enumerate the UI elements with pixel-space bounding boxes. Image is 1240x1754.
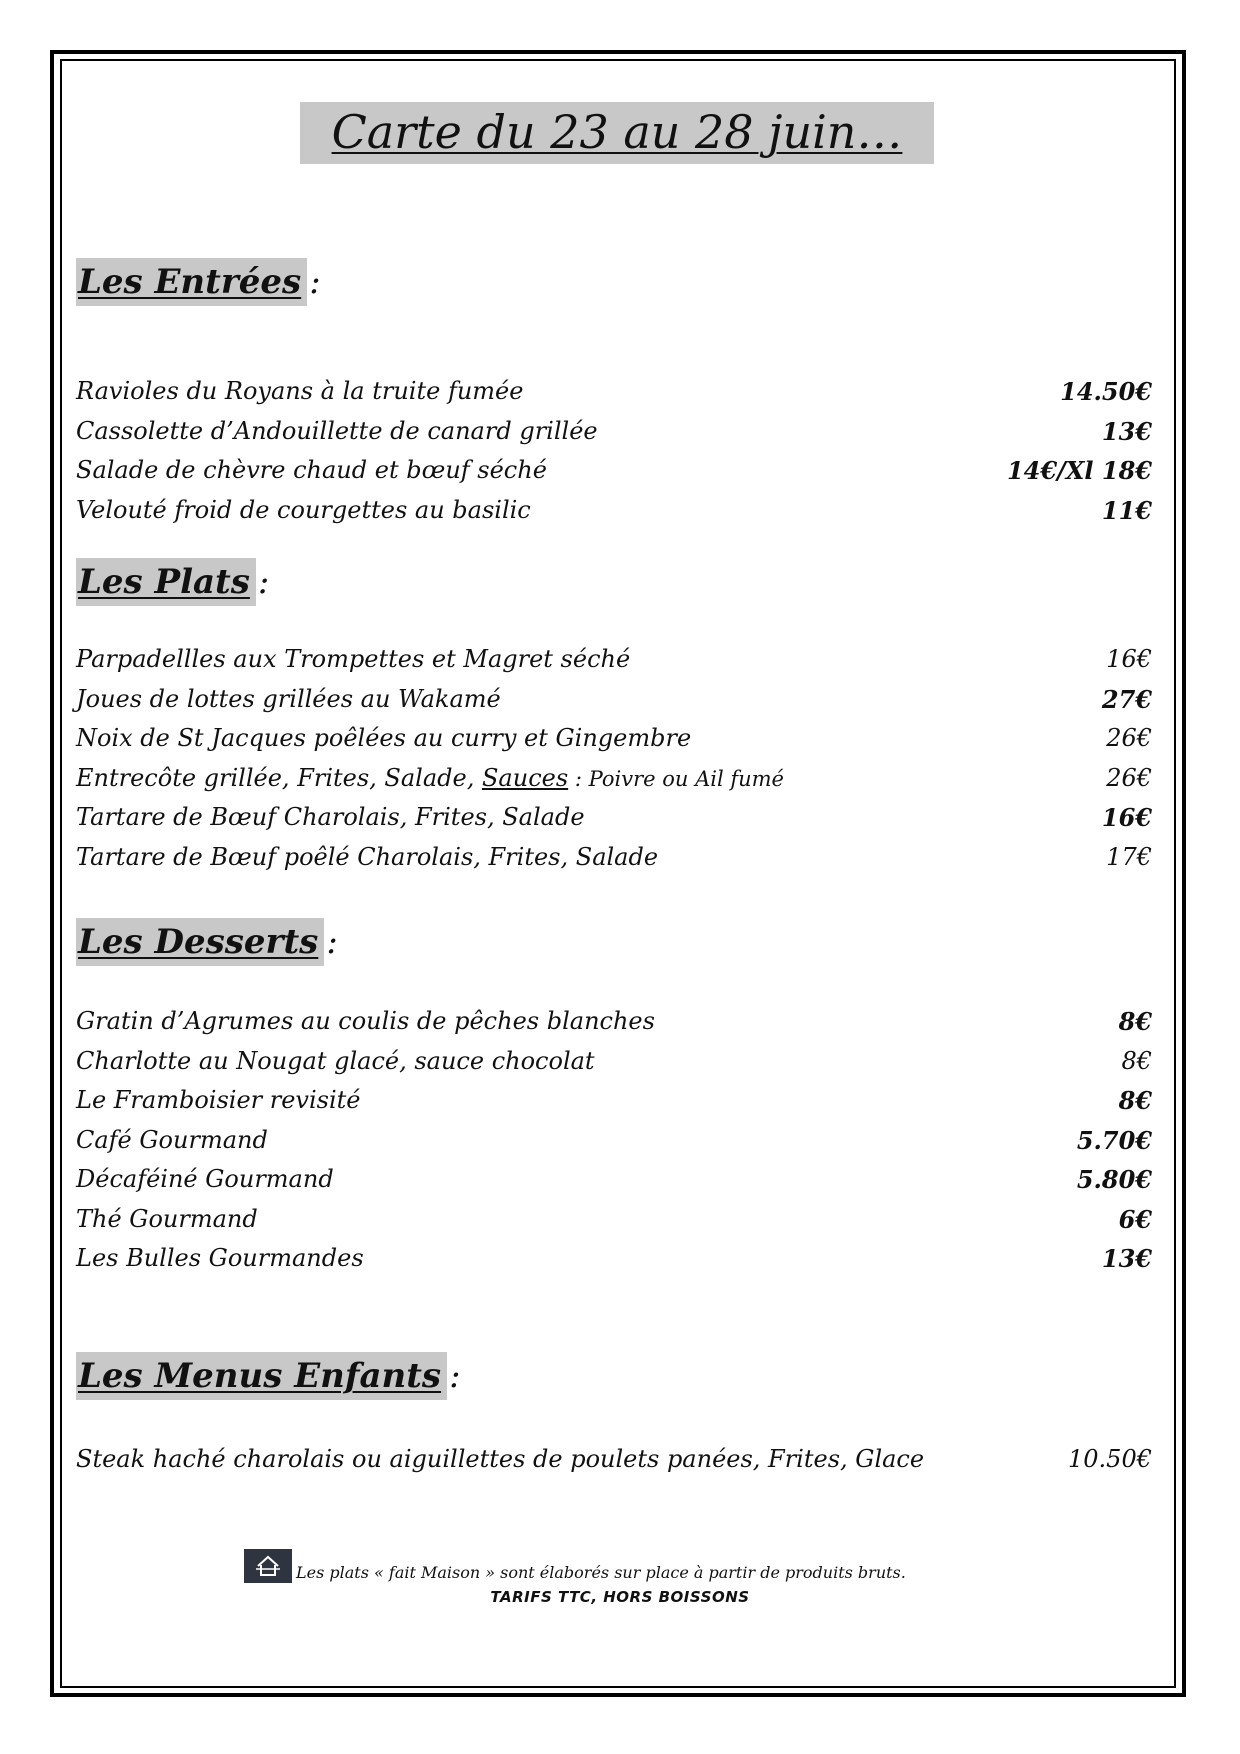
item-price: 26€ [1106,724,1152,752]
heading-colon: : [257,562,270,602]
item-name: Le Framboisier revisité [76,1086,361,1114]
item-price: 16€ [1106,645,1152,673]
item-name: Gratin d’Agrumes au coulis de pêches blanches [76,1007,655,1035]
menu-item [76,1121,1152,1161]
heading-colon: : [326,922,338,962]
menu-item [76,838,1152,878]
item-name: Noix de St Jacques poêlées au curry et Gingembre [76,724,692,752]
item-price: 8€ [1121,1046,1152,1075]
section-heading-plats [76,558,269,606]
item-name [76,759,784,800]
menu-item [76,1239,1152,1279]
heading-colon: : [309,262,321,302]
menu-item [76,1440,1152,1480]
item-price: 10.50€ [1068,1445,1152,1473]
section-heading-label: Les Menus Enfants [76,1352,447,1400]
item-name: Velouté froid de courgettes au basilic [76,495,531,524]
item-price: 5.70€ [1076,1125,1152,1155]
item-price: 13€ [1101,1244,1152,1273]
item-name: Steak haché charolais ou aiguillettes de poulets panées, Frites, Glace [76,1445,925,1473]
item-price: 11€ [1101,495,1152,525]
menu-item [76,1081,1152,1121]
fait-maison-text: Les plats « fait Maison » sont élaborés sur place à partir de produits bruts. [296,1563,906,1582]
item-name: Tartare de Bœuf Charolais, Frites, Salade [76,803,585,831]
item-price: 6€ [1118,1204,1152,1234]
item-price: 8€ [1118,1086,1152,1115]
menu-item [76,1160,1152,1200]
item-price: 27€ [1101,684,1152,714]
menu-item [76,680,1152,720]
plats-list [76,640,1152,877]
item-name: Décaféiné Gourmand [76,1165,334,1193]
section-heading-label: Les Desserts [76,918,324,966]
menu-item [76,1042,1152,1082]
item-name: Tartare de Bœuf poêlé Charolais, Frites, Salade [76,842,659,871]
menu-item [76,412,1152,452]
item-price: 26€ [1106,763,1152,792]
tarifs-note: TARIFS TTC, HORS BOISSONS [490,1588,750,1606]
item-name: Parpadellles aux Trompettes et Magret séché [76,645,631,673]
section-heading-entrees [76,258,321,306]
item-name: Café Gourmand [76,1125,268,1154]
item-name: Cassolette d’Andouillette de canard grillée [76,416,598,445]
sauces-options: : Poivre ou Ail fumé [568,766,784,791]
fait-maison-note [244,1547,906,1583]
item-name: Joues de lottes grillées au Wakamé [76,684,501,713]
fait-maison-logo-icon [244,1549,292,1583]
item-name: Ravioles du Royans à la truite fumée [76,377,524,405]
section-heading-desserts [76,918,338,966]
menu-item [76,491,1152,531]
item-name-main: Entrecôte grillée, Frites, Salade, [76,763,482,792]
item-name: Les Bulles Gourmandes [76,1244,364,1272]
item-name: Thé Gourmand [76,1204,258,1233]
item-name: Charlotte au Nougat glacé, sauce chocolat [76,1046,595,1075]
item-price: 13€ [1101,416,1152,446]
item-price: 17€ [1106,842,1152,871]
item-price: 14.50€ [1060,377,1152,406]
menu-item [76,1200,1152,1240]
menu-item [76,1002,1152,1042]
menu-item [76,451,1152,491]
menu-item [76,372,1152,412]
menu-item [76,719,1152,759]
section-heading-menus-enfants [76,1352,461,1400]
menu-item [76,640,1152,680]
section-heading-label: Les Plats [76,558,256,606]
desserts-list [76,1002,1152,1279]
menu-item [76,759,1152,799]
sauces-label: Sauces [481,763,569,792]
heading-colon: : [449,1356,461,1396]
item-price: 14€/Xl 18€ [1006,456,1152,485]
section-heading-label: Les Entrées [76,258,307,306]
entrees-list [76,372,1152,530]
menu-title: Carte du 23 au 28 juin… [300,102,934,164]
menus-enfants-list [76,1440,1152,1480]
item-name: Salade de chèvre chaud et bœuf séché [76,456,547,484]
menu-item [76,798,1152,838]
item-price: 16€ [1101,803,1152,832]
item-price: 8€ [1118,1007,1152,1036]
item-price: 5.80€ [1076,1165,1152,1194]
